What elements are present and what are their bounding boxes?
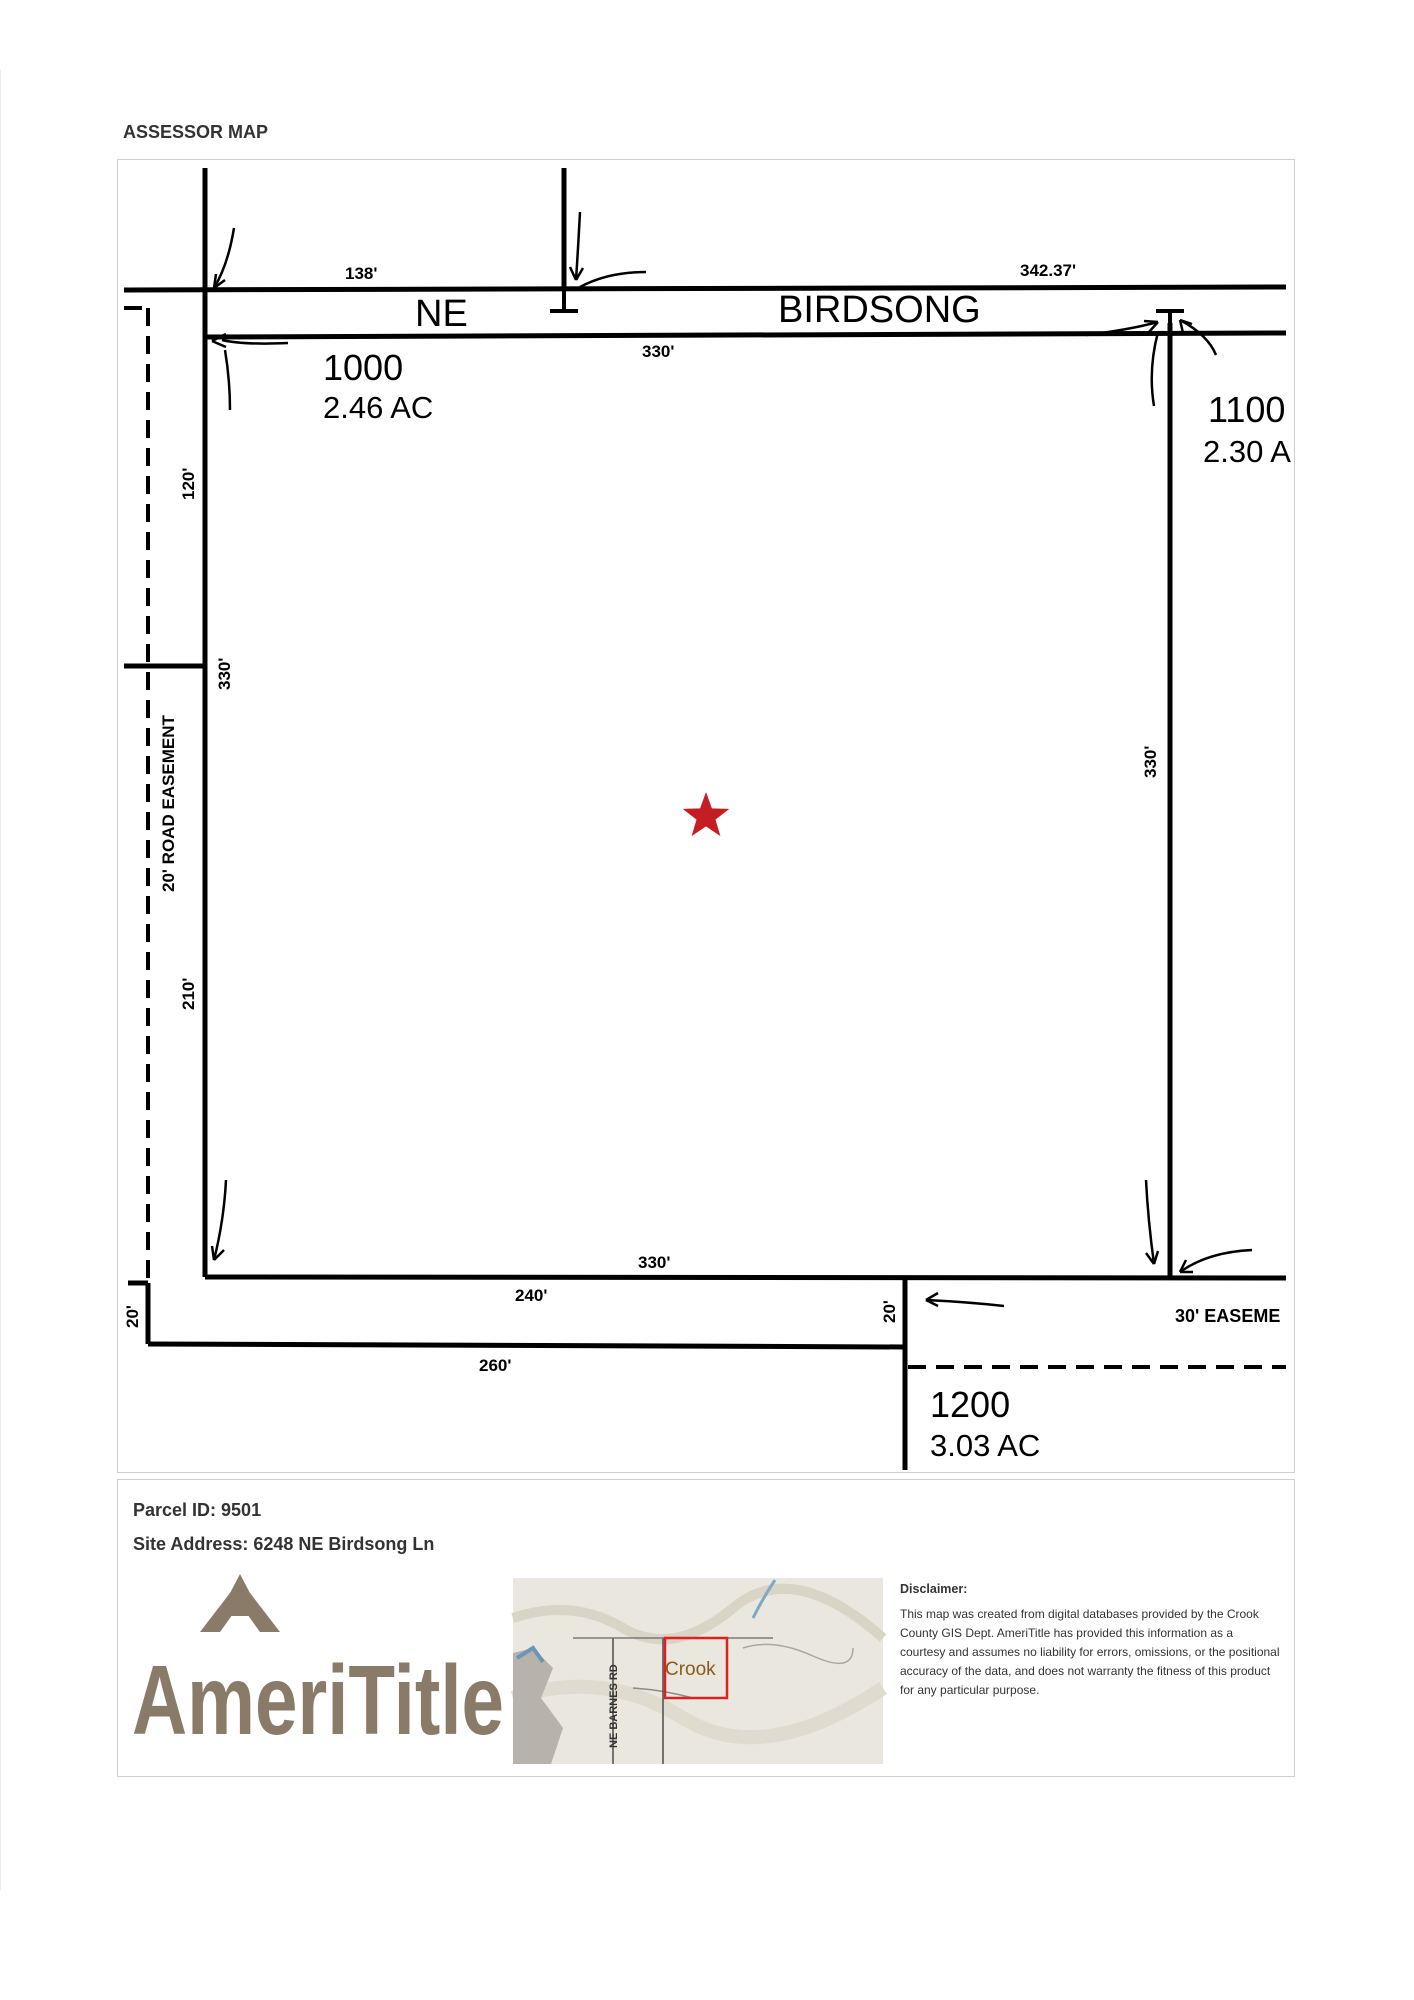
- road-label-birdsong: BIRDSONG: [778, 289, 981, 331]
- parcel-1000-area: 2.46 AC: [323, 390, 434, 425]
- easement-lines: [124, 290, 1286, 1367]
- page-title: ASSESSOR MAP: [123, 122, 269, 142]
- dim-corner-left: 20': [123, 1305, 142, 1328]
- parcel-info-panel: [117, 1479, 1295, 1777]
- dim-road-inner: 330': [642, 342, 675, 361]
- locator-map[interactable]: [513, 1578, 883, 1764]
- logo-text: AmeriTitle: [132, 1645, 504, 1755]
- road-label-ne: NE: [415, 293, 468, 335]
- dim-left-mid: 330': [215, 657, 234, 690]
- dim-right-side: 330': [1141, 745, 1160, 778]
- parcel-id: Parcel ID: 9501: [133, 1500, 262, 1520]
- road-easement-label: 20' ROAD EASEMENT: [159, 715, 178, 892]
- dim-left-lower: 210': [179, 977, 198, 1010]
- locator-road-label: NE BARNES RD: [608, 1664, 620, 1748]
- dim-bottom: 330': [638, 1253, 671, 1272]
- road-south-line: [205, 333, 1286, 337]
- map-canvas: [118, 160, 1296, 1474]
- parcel-1200-area: 3.03 AC: [930, 1428, 1041, 1463]
- assessor-map[interactable]: [117, 159, 1295, 1473]
- bottom-easement-label: 30' EASEME: [1175, 1306, 1281, 1326]
- disclaimer: [900, 1580, 1280, 1700]
- parcel-1200-id: 1200: [930, 1384, 1011, 1425]
- ameritile-logo: [130, 1574, 510, 1755]
- dim-lower: 260': [479, 1356, 512, 1375]
- dim-bottom-under: 240': [515, 1286, 548, 1305]
- parcel-south-line: [205, 1277, 1286, 1278]
- parcel-1100-area: 2.30 A: [1203, 434, 1291, 469]
- disclaimer-title: Disclaimer:: [900, 1582, 968, 1596]
- lower-south-line: [148, 1344, 905, 1347]
- page-edge-rule: [0, 70, 1, 1890]
- dim-top-left: 138': [345, 264, 378, 283]
- star-icon[interactable]: [683, 792, 730, 836]
- parcel-1100-id: 1100: [1208, 389, 1286, 430]
- locator-place-label: Crook: [665, 1659, 716, 1680]
- dim-left-upper: 120': [179, 467, 198, 500]
- road-north-line: [124, 287, 1286, 290]
- disclaimer-text: This map was created from digital databases provided by the Crook County GIS Dept. AmeriTitle has provided this information as a courtesy and assumes no liability for errors, omissions, or the positional accuracy of the data, and does not warranty the fitness of this product for any particular purpose.: [900, 1607, 1280, 1697]
- site-address: Site Address: 6248 NE Birdsong Ln: [133, 1534, 435, 1554]
- dim-top-right: 342.37': [1020, 261, 1077, 280]
- dim-corner-right: 20': [880, 1300, 899, 1323]
- parcel-1000-id: 1000: [323, 347, 404, 388]
